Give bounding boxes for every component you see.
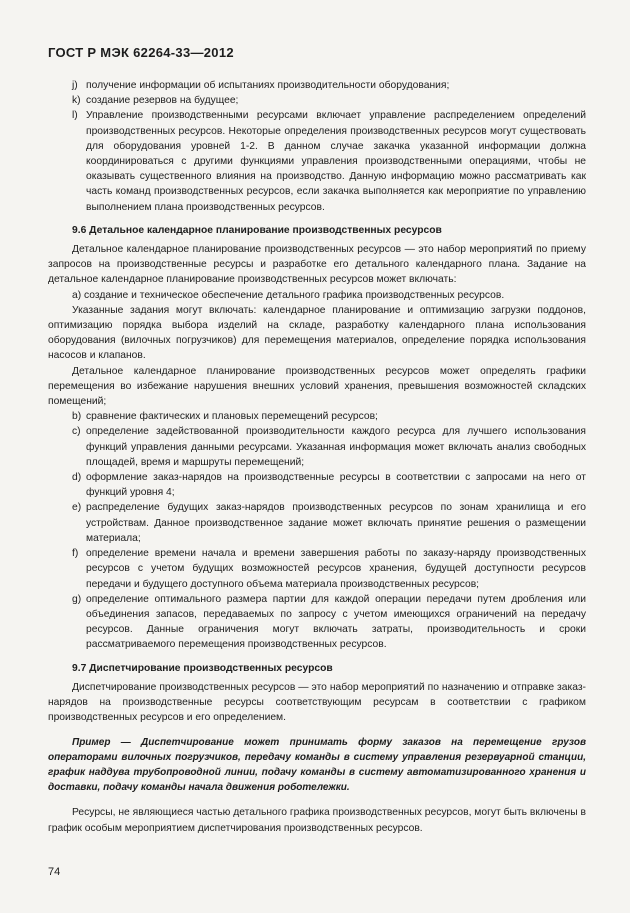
list-text: оформление заказ-нарядов на производственные ресурсы в соответствии с запросами на него от функций уровня 4;	[86, 472, 586, 499]
paragraph: Диспетчирование производственных ресурсов — это набор мероприятий по назначению и отправке заказ-нарядов на производственные ресурсы соответствующим ресурсам в соответствии с графиком производственных ресурсов и его определением.	[48, 681, 586, 724]
list-marker: c)	[72, 426, 81, 438]
list-marker: g)	[72, 593, 82, 605]
document-header: ГОСТ Р МЭК 62264-33—2012	[48, 45, 234, 60]
section-heading-9-7: 9.7 Диспетчирование производственных ресурсов	[72, 662, 333, 674]
list-text: Управление производственными ресурсами включает управление распределением определений производственных ресурсов. Некоторые определения производственных ресурсов могут существовать для оборудования уровней 1-2. В данном случае закачка указанной информации должна координироваться с другими функциями управления производственными операциями, чтобы не оказывать существенного влияния на производство. Данную информацию можно рассматривать как часть команд производственных ресурсов, если закачка выполняется как мероприятие по управлению выполнением плана производственных ресурсов.	[86, 110, 586, 213]
list-item-f	[48, 546, 586, 592]
paragraph: Детальное календарное планирование производственных ресурсов может определять графики перемещения во избежание нарушения внешних условий хранения, превышения возможностей складских помещений;	[48, 365, 586, 408]
list-item-g	[48, 592, 586, 653]
paragraph: Указанные задания могут включать: календарное планирование и оптимизацию загрузки поддонов, оптимизацию порядка выбора изделий на складе, разработку календарного плана использования оборудования (вилочных погрузчиков) для перемещения материалов, определение порядка использования насосов и клапанов.	[48, 304, 586, 362]
list-marker: d)	[72, 472, 82, 484]
list-text: создание резервов на будущее;	[86, 95, 239, 107]
page-number: 74	[48, 866, 61, 878]
list-item-e	[48, 500, 586, 546]
example-lead: Пример —	[72, 737, 131, 749]
list-marker: f)	[72, 548, 79, 560]
list-text: распределение будущих заказ-нарядов производственных ресурсов по зонам хранилища и его устройствам. Данное производственное задание может включать принятие решения о размещении материала;	[86, 502, 586, 544]
list-text: получение информации об испытаниях производительности оборудования;	[86, 80, 450, 91]
list-item-c	[48, 424, 586, 470]
list-text: сравнение фактических и плановых перемещений ресурсов;	[86, 411, 378, 423]
section-heading-9-6: 9.6 Детальное календарное планирование производственных ресурсов	[72, 224, 442, 236]
list-item-j	[48, 78, 586, 93]
list-text: определение оптимального размера партии для каждой операции передачи путем дробления или объединения запасов, передаваемых по запросу с учетом имеющихся ограничений на передачу ресурсов. Данные ограничения могут включать затраты, производительность и сроки рассматриваемого перемещения производственных ресурсов.	[86, 593, 586, 651]
list-item-k	[48, 93, 586, 108]
list-text: определение задействованной производительности каждого ресурса для лучшего использования функций управления данными ресурсами. Указанная информация может включать анализ свободных площадей, время и маршруты перемещений;	[86, 426, 586, 468]
example-note	[48, 735, 586, 795]
list-item-l	[48, 108, 586, 214]
document-body	[48, 78, 586, 836]
list-marker: e)	[72, 502, 82, 514]
list-item-b	[48, 409, 586, 424]
list-marker: j)	[72, 80, 78, 91]
list-item-d	[48, 470, 586, 500]
example-text: Диспетчирование может принимать форму заказов на перемещение грузов операторами вилочных погрузчиков, передачу команды в систему управления резервуарной станции, график наддува трубопроводной линии, подачу команды в систему автоматизированного хранения и доставки, подачу команды начала движения роботележки.	[48, 737, 586, 794]
list-marker: b)	[72, 411, 82, 423]
paragraph: Детальное календарное планирование производственных ресурсов — это набор мероприятий по приему запросов на производственные ресурсы и разработке его детального календарного плана. Задание на детальное календарное планирование производственных ресурсов может включать:	[48, 244, 586, 286]
paragraph: а) создание и техническое обеспечение детального графика производственных ресурсов.	[72, 289, 505, 301]
list-marker: k)	[72, 95, 81, 107]
paragraph: Ресурсы, не являющиеся частью детального графика производственных ресурсов, могут быть включены в график особым мероприятием диспетчирования производственных ресурсов.	[48, 807, 586, 834]
list-text: определение времени начала и времени завершения работы по заказу-наряду производственных ресурсов с учетом будущих возможностей ресурсов хранения, будущей доступности ресурсов передачи и будущего доступного объема материала производственных ресурсов;	[86, 548, 586, 590]
list-marker: l)	[72, 110, 78, 122]
